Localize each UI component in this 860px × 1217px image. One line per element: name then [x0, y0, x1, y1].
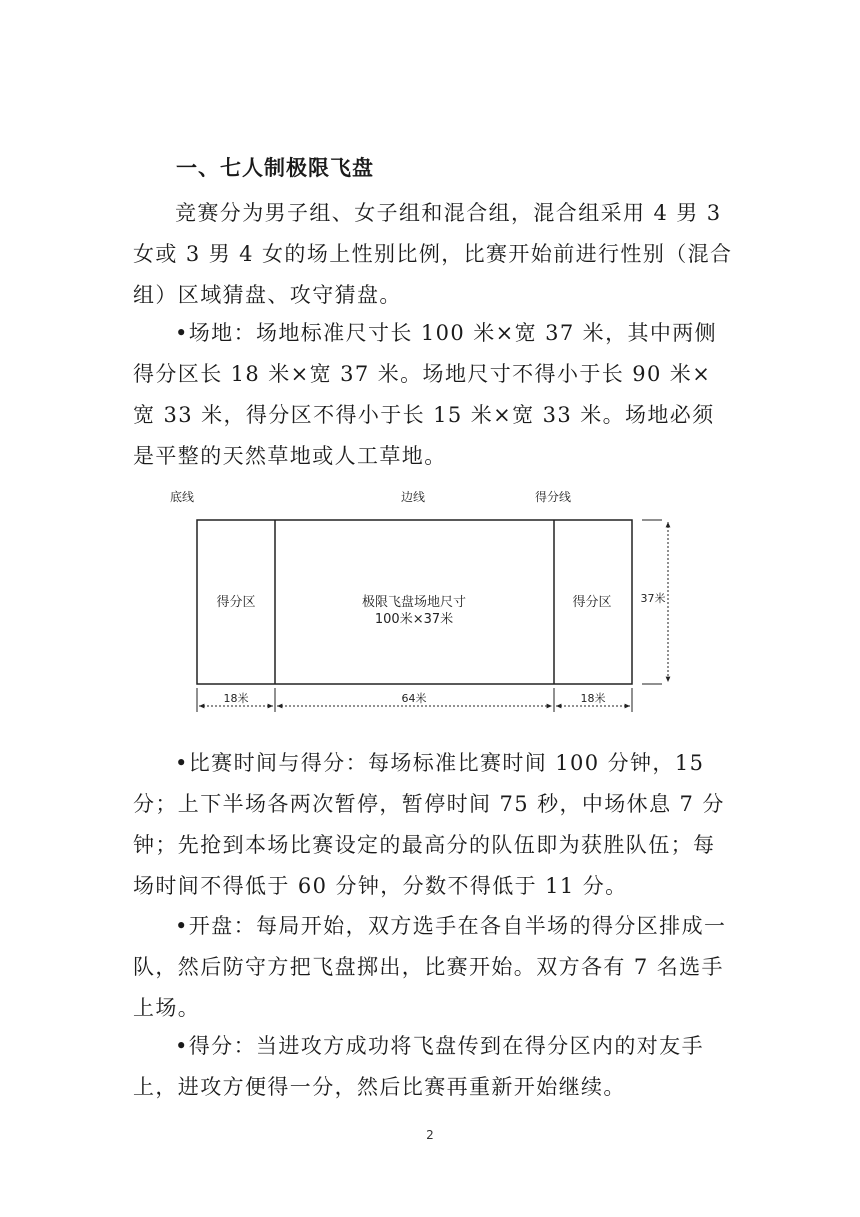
right-endzone-label: 得分区: [572, 595, 612, 610]
field-title: 极限飞盘场地尺寸: [361, 595, 467, 610]
sideline-label: 边线: [400, 490, 426, 504]
paragraph-field: •场地：场地标准尺寸长 100 米×宽 37 米，其中两侧得分区长 18 米×宽 37 米。场地尺寸不得小于长 90 米×宽 33 米，得分区不得小于长 15 米×宽 33 米。场地必须是平整的天然草地或人工草地。: [133, 321, 718, 468]
endline-label: 底线: [169, 490, 195, 504]
left-endzone-label: 得分区: [216, 595, 256, 610]
right-zone-dimension-label: 18米: [580, 692, 606, 705]
paragraph-competition-groups: 竞赛分为男子组、女子组和混合组，混合组采用 4 男 3 女或 3 男 4 女的场上性别比例，比赛开始前进行性别（混合组）区域猜盘、攻守猜盘。: [133, 201, 733, 307]
center-dimension-label: 64米: [401, 692, 427, 705]
goalline-label: 得分线: [534, 490, 572, 504]
section-heading: 一、七人制极限飞盘: [176, 156, 374, 180]
left-zone-dimension-label: 18米: [223, 692, 249, 705]
width-dimension-label: 37米: [640, 592, 666, 605]
page-number: 2: [426, 1128, 434, 1142]
paragraph-scoring: •得分：当进攻方成功将飞盘传到在得分区内的对友手上，进攻方便得一分，然后比赛再重新开始继续。: [133, 1034, 704, 1099]
field-size: 100米×37米: [374, 612, 454, 627]
paragraph-pull: •开盘：每局开始，双方选手在各自半场的得分区排成一队，然后防守方把飞盘掷出，比赛开始。双方各有 7 名选手上场。: [133, 914, 727, 1020]
field-diagram: [0, 480, 860, 720]
paragraph-game-time-scoring: •比赛时间与得分：每场标准比赛时间 100 分钟，15 分；上下半场各两次暂停，暂停时间 75 秒，中场休息 7 分钟；先抢到本场比赛设定的最高分的队伍即为获胜队伍；每场时间不得低于 60 分钟，分数不得低于 11 分。: [133, 751, 725, 898]
